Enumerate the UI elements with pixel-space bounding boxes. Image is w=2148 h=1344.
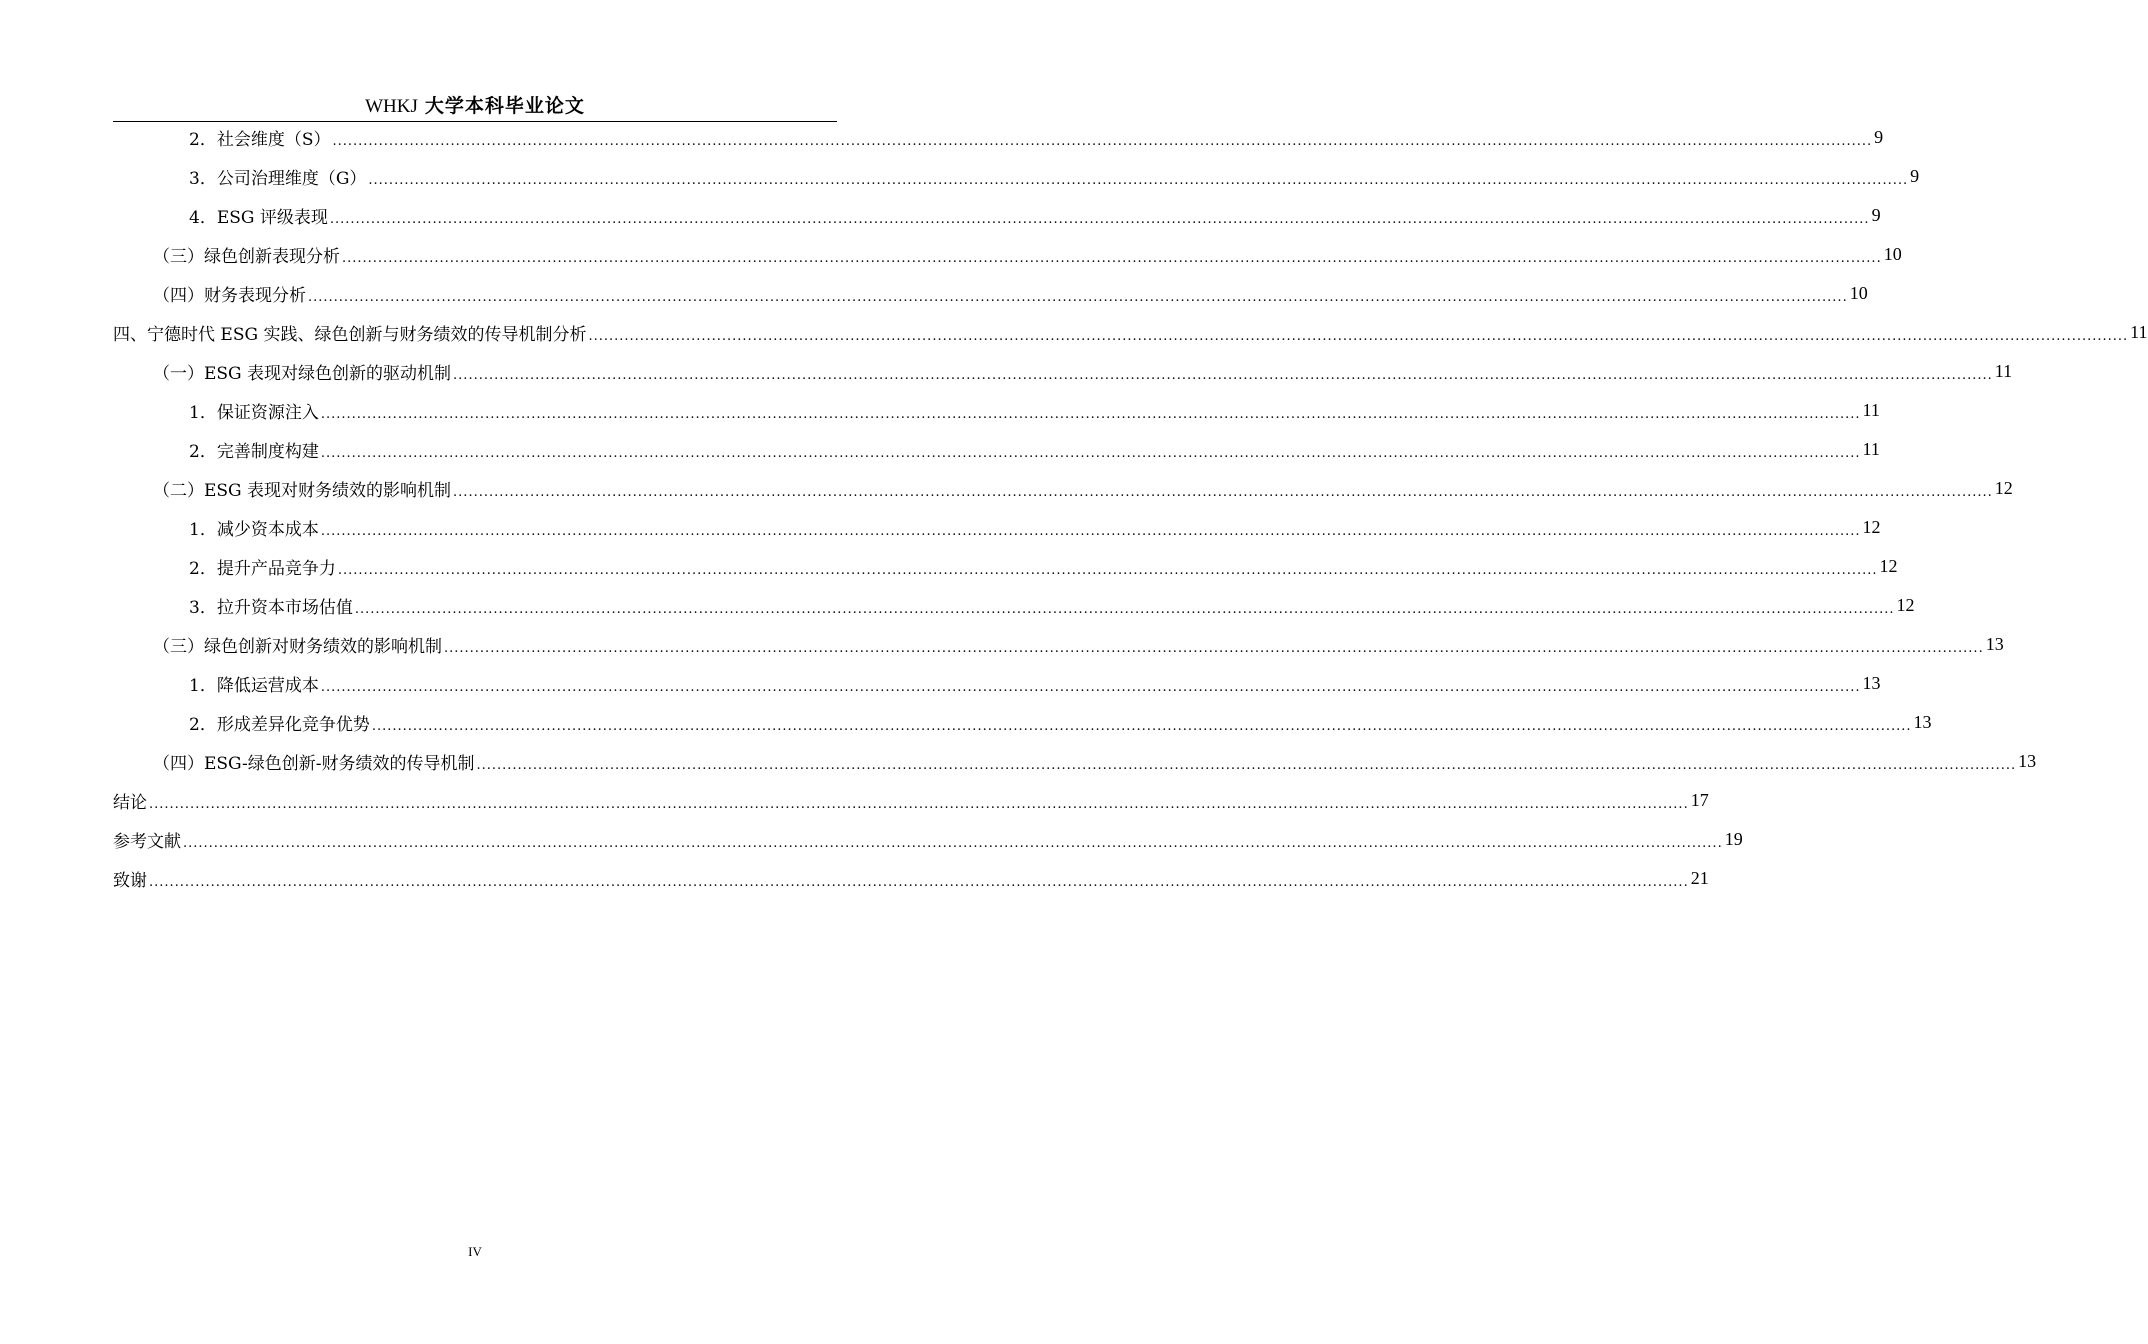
toc-entry-label: 2．社会维度（S）	[189, 125, 330, 150]
dot-leader: ............................................................................................................................................................................................................................................................................................................	[183, 836, 1723, 851]
toc-entry-page: 21	[1690, 868, 1709, 888]
toc-entry-page: 12	[1879, 556, 1898, 576]
toc-entry[interactable]	[113, 859, 1709, 898]
toc-entry[interactable]	[113, 430, 1880, 469]
toc-entry-page: 13	[1862, 673, 1881, 693]
toc-entry[interactable]	[113, 196, 1881, 235]
toc-entry-label: 3．拉升资本市场估值	[189, 593, 353, 618]
dot-leader: ............................................................................................................................................................................................................................................................................................................	[320, 524, 1861, 539]
toc-entry-page: 9	[1874, 127, 1884, 147]
dot-leader: ............................................................................................................................................................................................................................................................................................................	[329, 212, 1870, 227]
dot-leader: ............................................................................................................................................................................................................................................................................................................	[332, 134, 1873, 149]
toc-entry-page: 12	[1862, 517, 1881, 537]
toc-entry-page: 10	[1883, 244, 1902, 264]
dot-leader: ............................................................................................................................................................................................................................................................................................................	[371, 719, 1912, 734]
toc-entry-label: 1．减少资本成本	[189, 515, 319, 540]
toc-entry-label: （一）ESG 表现对绿色创新的驱动机制	[153, 359, 451, 384]
toc-entry-page: 12	[1896, 595, 1915, 615]
toc-entry[interactable]	[113, 781, 1709, 820]
toc-entry-label: 3．公司治理维度（G）	[189, 164, 366, 189]
toc-entry[interactable]	[113, 625, 2004, 664]
toc-entry[interactable]	[113, 742, 2037, 781]
toc-entry-label: 四、宁德时代 ESG 实践、绿色创新与财务绩效的传导机制分析	[113, 320, 586, 345]
dot-leader: ............................................................................................................................................................................................................................................................................................................	[308, 290, 1848, 305]
table-of-contents	[113, 118, 2148, 898]
dot-leader: ............................................................................................................................................................................................................................................................................................................	[320, 446, 1861, 461]
toc-entry-label: 2．提升产品竞争力	[189, 554, 336, 579]
toc-entry-page: 11	[2130, 322, 2148, 342]
header-latin: WHKJ	[365, 96, 418, 117]
toc-entry-page: 13	[1913, 712, 1932, 732]
toc-entry[interactable]	[113, 235, 1902, 274]
dot-leader: ............................................................................................................................................................................................................................................................................................................	[453, 368, 1993, 383]
toc-entry[interactable]	[113, 469, 2013, 508]
toc-entry-page: 19	[1724, 829, 1743, 849]
toc-entry-page: 13	[1985, 634, 2004, 654]
dot-leader: ............................................................................................................................................................................................................................................................................................................	[588, 329, 2129, 344]
dot-leader: ............................................................................................................................................................................................................................................................................................................	[342, 251, 1882, 266]
dot-leader: ............................................................................................................................................................................................................................................................................................................	[149, 875, 1689, 890]
dot-leader: ............................................................................................................................................................................................................................................................................................................	[354, 602, 1895, 617]
toc-entry-page: 9	[1871, 205, 1881, 225]
toc-entry-page: 17	[1690, 790, 1709, 810]
toc-entry[interactable]	[113, 508, 1881, 547]
toc-entry-label: 2．形成差异化竞争优势	[189, 710, 370, 735]
toc-entry-label: 1．降低运营成本	[189, 671, 319, 696]
toc-entry-label: （三）绿色创新对财务绩效的影响机制	[153, 632, 442, 657]
page-number: IV	[468, 1244, 482, 1259]
dot-leader: ............................................................................................................................................................................................................................................................................................................	[444, 641, 1984, 656]
dot-leader: ............................................................................................................................................................................................................................................................................................................	[337, 563, 1878, 578]
dot-leader: ............................................................................................................................................................................................................................................................................................................	[320, 407, 1861, 422]
dot-leader: ............................................................................................................................................................................................................................................................................................................	[368, 173, 1909, 188]
toc-entry-label: 1．保证资源注入	[189, 398, 319, 423]
toc-entry-label: 结论	[113, 788, 147, 813]
toc-entry[interactable]	[113, 820, 1743, 859]
toc-entry[interactable]	[113, 547, 1898, 586]
toc-entry[interactable]	[113, 274, 1868, 313]
dot-leader: ............................................................................................................................................................................................................................................................................................................	[149, 797, 1689, 812]
toc-entry[interactable]	[113, 703, 1932, 742]
dot-leader: ............................................................................................................................................................................................................................................................................................................	[320, 680, 1861, 695]
toc-entry[interactable]	[113, 391, 1880, 430]
toc-entry[interactable]	[113, 664, 1881, 703]
toc-entry-label: 参考文献	[113, 827, 181, 852]
toc-entry-label: 4．ESG 评级表现	[189, 203, 328, 228]
toc-entry-page: 10	[1849, 283, 1868, 303]
toc-entry[interactable]	[113, 313, 2148, 352]
toc-entry[interactable]	[113, 157, 1920, 196]
toc-entry[interactable]	[113, 586, 1915, 625]
toc-entry-label: 致谢	[113, 866, 147, 891]
dot-leader: ............................................................................................................................................................................................................................................................................................................	[476, 758, 2017, 773]
dot-leader: ............................................................................................................................................................................................................................................................................................................	[453, 485, 1993, 500]
toc-entry-page: 9	[1910, 166, 1920, 186]
toc-entry-page: 13	[2018, 751, 2037, 771]
header-title: 大学本科毕业论文	[424, 95, 585, 117]
toc-entry-page: 11	[1994, 361, 2013, 381]
toc-entry-label: 2．完善制度构建	[189, 437, 319, 462]
toc-entry[interactable]	[113, 118, 1884, 157]
toc-entry-page: 11	[1862, 439, 1880, 459]
toc-entry-label: （四）财务表现分析	[153, 281, 306, 306]
toc-entry-label: （三）绿色创新表现分析	[153, 242, 340, 267]
toc-entry[interactable]	[113, 352, 2013, 391]
toc-entry-page: 11	[1862, 400, 1880, 420]
toc-entry-page: 12	[1994, 478, 2013, 498]
toc-entry-label: （二）ESG 表现对财务绩效的影响机制	[153, 476, 451, 501]
toc-entry-label: （四）ESG-绿色创新-财务绩效的传导机制	[153, 749, 474, 774]
